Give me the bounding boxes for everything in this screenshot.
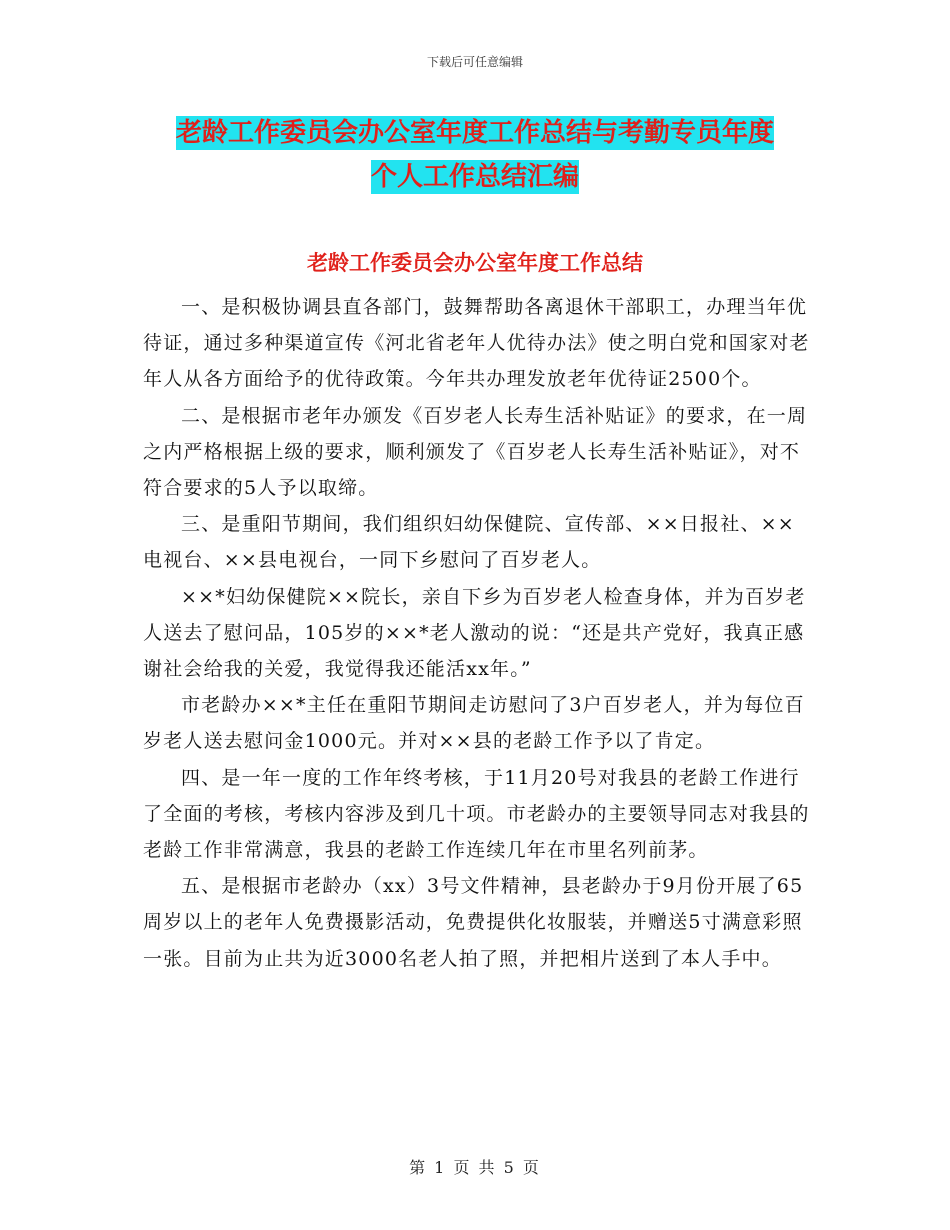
paragraph-7: 五、是根据市老龄办（xx）3号文件精神，县老龄办于9月份开展了65周岁以上的老年人免费摄影活动，免费提供化妆服装，并赠送5寸满意彩照一张。目前为止共为近3000名老人拍了照，并把相片送到了本人手中。 <box>143 875 804 970</box>
page-footer: 第 1 页 共 5 页 <box>409 1158 541 1177</box>
document-title-line-2: 个人工作总结汇编 <box>370 162 579 192</box>
body-text <box>143 289 815 977</box>
section-title: 老龄工作委员会办公室年度工作总结 <box>307 251 643 275</box>
paragraph-3: 三、是重阳节期间，我们组织妇幼保健院、宣传部、××日报社、××电视台、××县电视台，一同下乡慰问了百岁老人。 <box>143 513 795 572</box>
paragraph-4: ××*妇幼保健院××院长，亲自下乡为百岁老人检查身体，并为百岁老人送去了慰问品，105岁的××*老人激动的说：“还是共产党好，我真正感谢社会给我的关爱，我觉得我还能活xx年。” <box>143 585 806 681</box>
paragraph-1: 一、是积极协调县直各部门，鼓舞帮助各离退休干部职工，办理当年优待证，通过多种渠道宣传《河北省老年人优待办法》使之明白党和国家对老年人从各方面给予的优待政策。今年共办理发放老年优待证2500个。 <box>143 296 810 391</box>
paragraph-5: 市老龄办××*主任在重阳节期间走访慰问了3户百岁老人，并为每位百岁老人送去慰问金1000元。并对××县的老龄工作予以了肯定。 <box>143 694 805 753</box>
document-title-line-1: 老龄工作委员会办公室年度工作总结与考勤专员年度 <box>175 118 774 148</box>
paragraph-2: 二、是根据市老年办颁发《百岁老人长寿生活补贴证》的要求，在一周之内严格根据上级的要求，顺利颁发了《百岁老人长寿生活补贴证》，对不符合要求的5人予以取缔。 <box>143 404 808 500</box>
header-note: 下载后可任意编辑 <box>426 55 523 69</box>
paragraph-6: 四、是一年一度的工作年终考核，于11月20号对我县的老龄工作进行了全面的考核，考核内容涉及到几十项。市老龄办的主要领导同志对我县的老龄工作非常满意，我县的老龄工作连续几年在市里名列前茅。 <box>143 766 810 862</box>
